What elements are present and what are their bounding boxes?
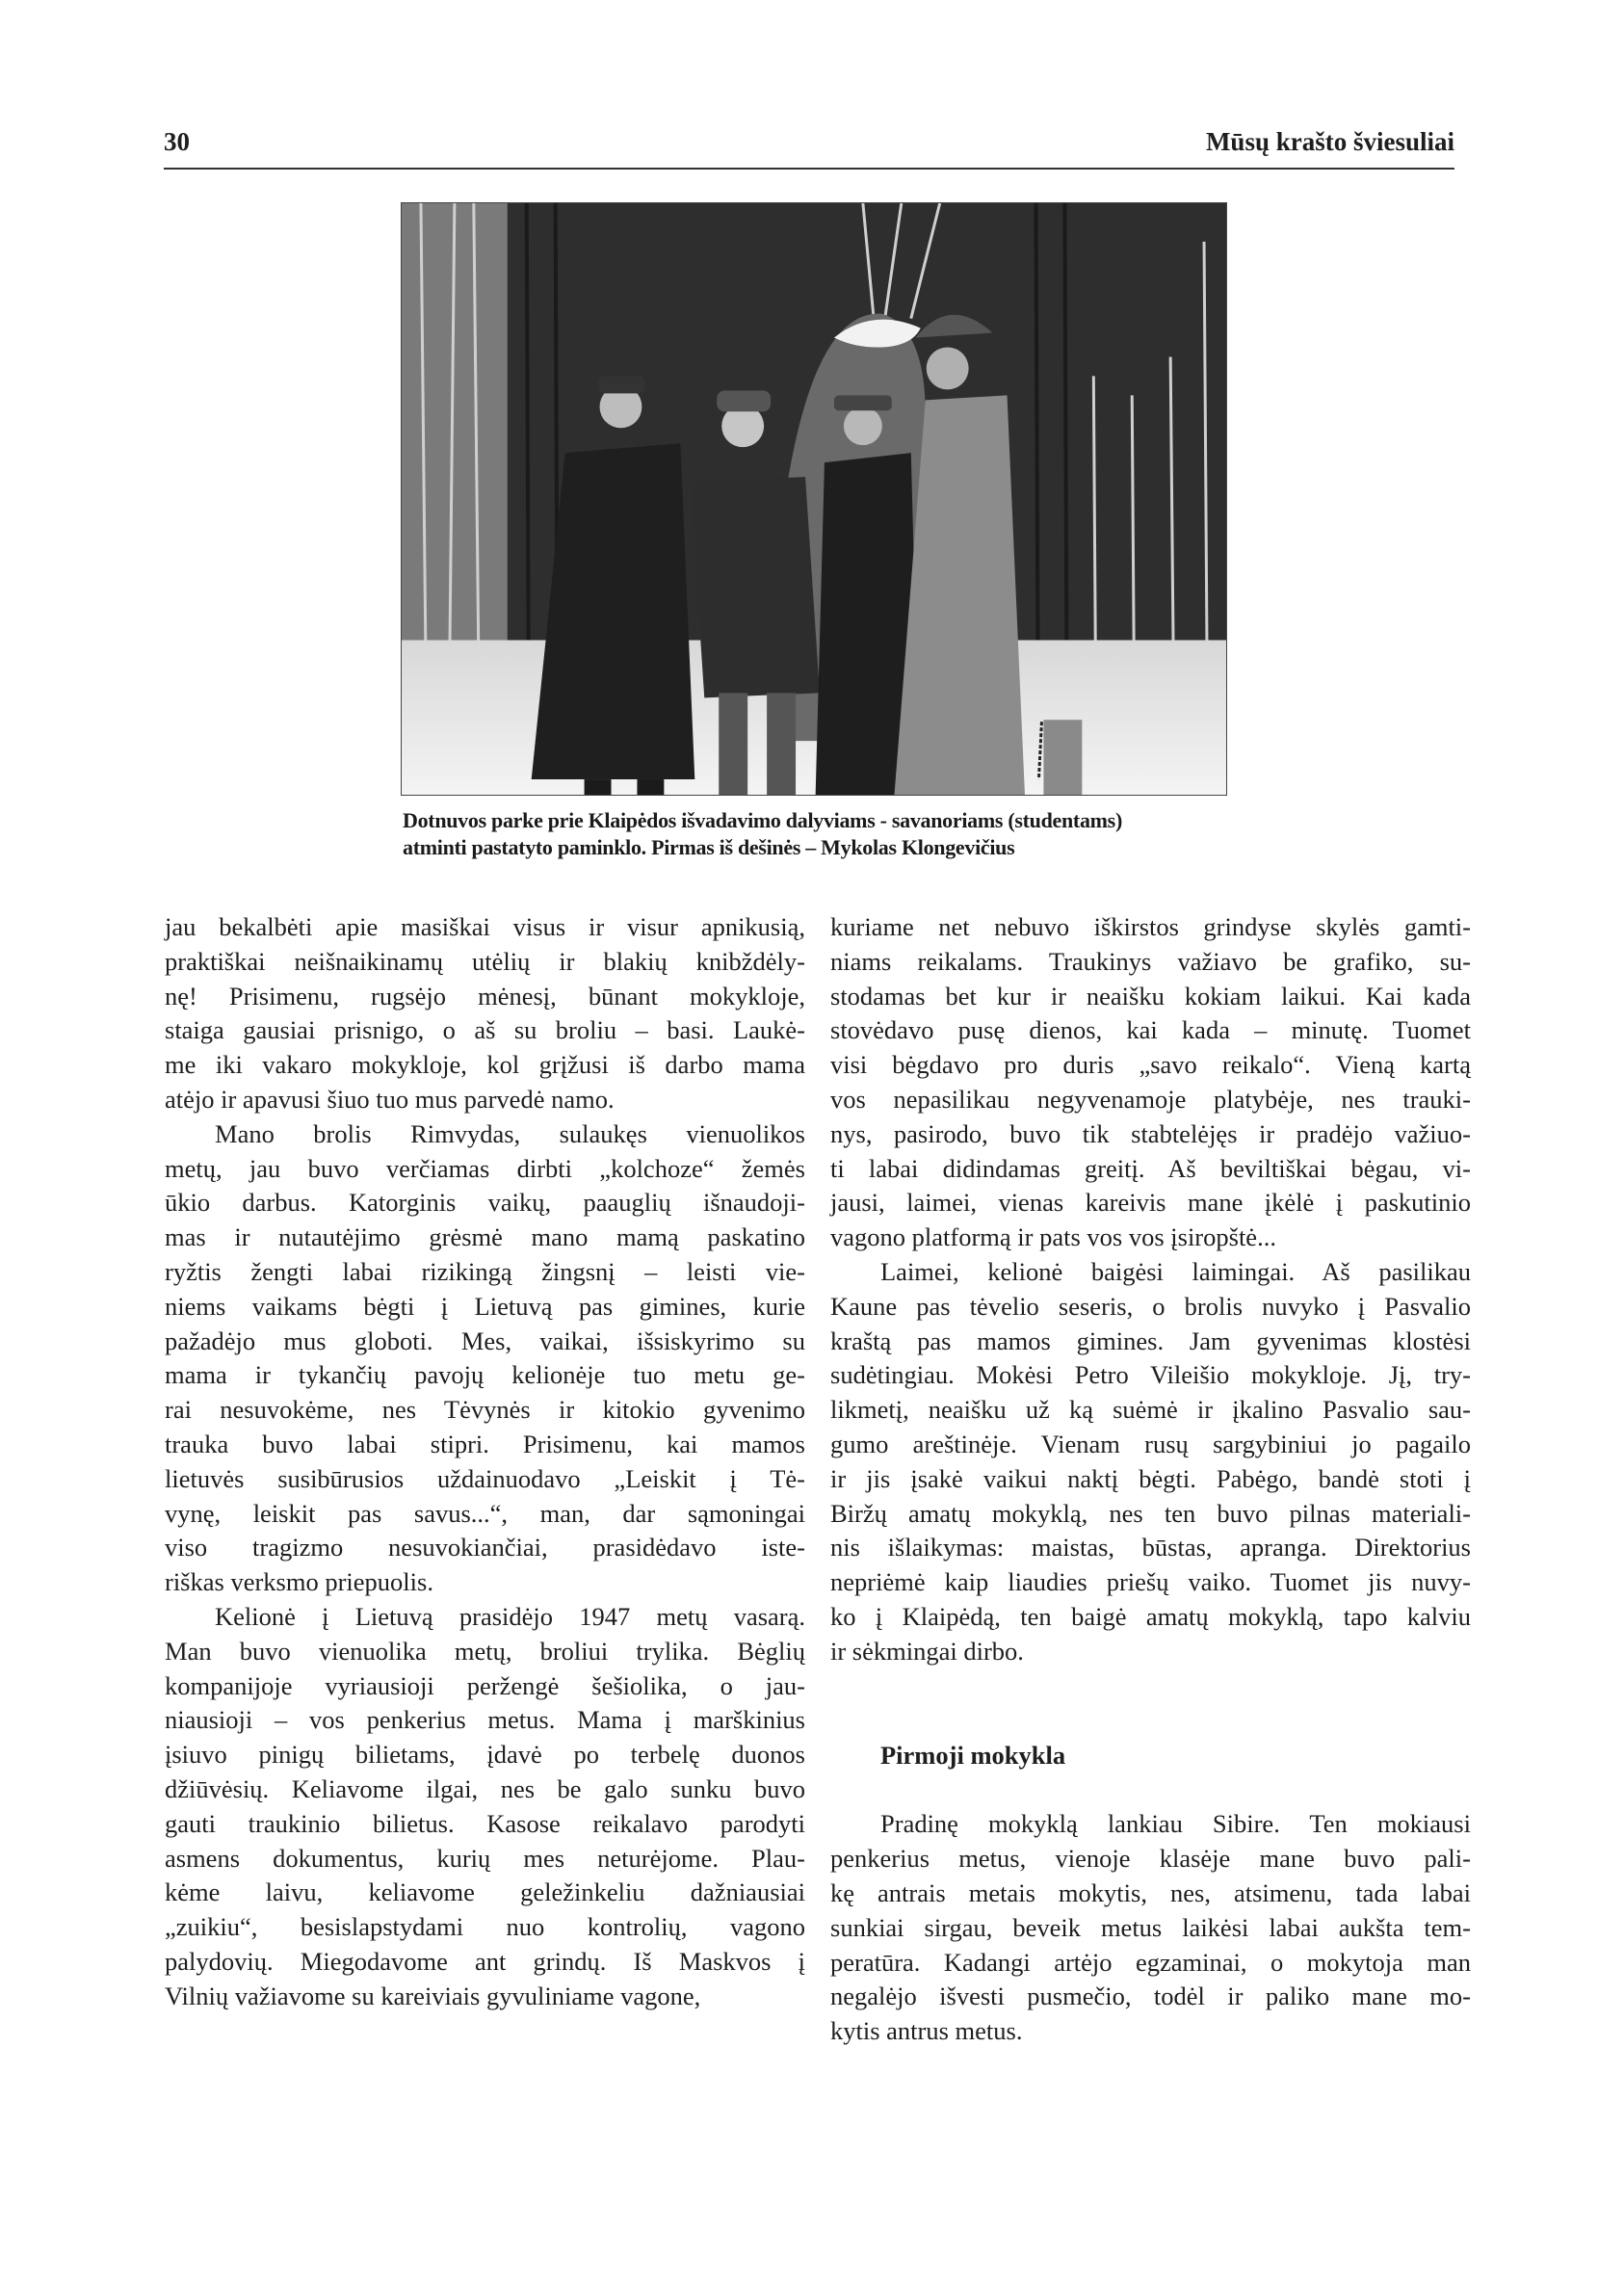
text-line: trauka buvo labai stipri. Prisimenu, kai mamos (165, 1429, 805, 1458)
text-line: Mano brolis Rimvydas, sulaukęs vienuolikos (215, 1118, 805, 1148)
text-line: kompanijoje vyriausioji peržengė šešiolika, o jau- (165, 1670, 805, 1700)
text-line: niams reikalams. Traukinys važiavo be grafiko, su- (830, 946, 1471, 976)
text-line: nę! Prisimenu, rugsėjo mėnesį, būnant mokykloje, (165, 981, 805, 1011)
text-line: ko į Klaipėdą, ten baigė amatų mokyklą, tapo kalviu (830, 1601, 1471, 1631)
text-line: gauti traukinio bilietus. Kasose reikalavo parodyti (165, 1808, 805, 1838)
text-line: Kaune pas tėvelio seseris, o brolis nuvyko į Pasvalio (830, 1291, 1471, 1321)
text-line: viso tragizmo nesuvokiančiai, prasidėdavo iste- (165, 1533, 805, 1562)
text-line: ūkio darbus. Katorginis vaikų, paauglių išnaudoji- (165, 1188, 805, 1218)
text-line: asmens dokumentus, kurių mes neturėjome. Plau- (165, 1843, 805, 1873)
text-line: pažadėjo mus globoti. Mes, vaikai, išsiskyrimo su (165, 1326, 805, 1355)
text-line: nys, pasirodo, buvo tik stabtelėjęs ir pradėjo važiuo- (830, 1118, 1471, 1148)
text-line: mama ir tykančių pavojų kelionėje tuo metu ge- (165, 1360, 805, 1390)
text-line: stodamas bet kur ir neaišku kokiam laikui. Kai kada (830, 981, 1471, 1011)
text-line: Biržų amatų mokyklą, nes ten buvo pilnas materiali- (830, 1498, 1471, 1528)
text-line: sudėtingiau. Mokėsi Petro Vileišio mokykloje. Jį, try- (830, 1360, 1471, 1390)
text-line: penkerius metus, vienoje klasėje mane buvo pali- (830, 1844, 1471, 1874)
text-line: Man buvo vienuolika metų, broliui trylika. Bėglių (165, 1636, 805, 1666)
spacer (830, 1772, 1471, 1807)
text-line: visi bėgdavo pro duris „savo reikalo“. Vieną kartą (830, 1050, 1471, 1080)
text-line: vos nepasilikau negyvenamoje platybėje, nes trauki- (830, 1084, 1471, 1114)
page-header (164, 127, 1454, 166)
text-line: Kelionė į Lietuvą prasidėjo 1947 metų vasarą. (215, 1601, 805, 1631)
text-line: nis išlaikymas: maistas, būstas, apranga. Direktorius (830, 1533, 1471, 1562)
text-line: jau bekalbėti apie masiškai visus ir visur apnikusią, (165, 912, 805, 941)
photo-caption (403, 807, 1231, 861)
text-line: kraštą pas mamos gimines. Jam gyvenimas klostėsi (830, 1326, 1471, 1355)
spacer (830, 1669, 1471, 1704)
text-line: me iki vakaro mokykloje, kol grįžusi iš darbo mama (165, 1050, 805, 1080)
text-line: Pradinę mokyklą lankiau Sibire. Ten mokiausi (880, 1809, 1471, 1839)
text-line: lietuvės susibūrusios uždainuodavo „Leiskit į Tė- (165, 1463, 805, 1493)
text-line: sunkiai sirgau, beveik metus laikėsi labai aukšta tem- (830, 1912, 1471, 1942)
caption-line: Dotnuvos parke prie Klaipėdos išvadavimo dalyviams - savanoriams (studentams) (403, 808, 1122, 832)
text-line: Vilnių važiavome su kareiviais gyvuliniame vagone, (165, 1981, 701, 2010)
text-line: mas ir nutautėjimo grėsmė mano mamą paskatino (165, 1222, 805, 1252)
text-line: įsiuvo pinigų bilietams, įdavė po terbelę duonos (165, 1740, 805, 1770)
section-heading: Pirmoji mokykla (880, 1740, 1066, 1770)
text-line: staiga gausiai prisnigo, o aš su broliu – basi. Laukė- (165, 1015, 805, 1045)
paragraph (830, 910, 1471, 1255)
text-line: riškas verksmo priepuolis. (165, 1567, 433, 1597)
text-line: ir jis įsakė vaikui naktį bėgti. Pabėgo, bandė stoti į (830, 1463, 1471, 1493)
text-line: peratūra. Kadangi artėjo egzaminai, o mokytoja man (830, 1947, 1471, 1977)
paragraph (165, 1117, 805, 1600)
text-line: kuriame net nebuvo iškirstos grindyse skylės gamti- (830, 912, 1471, 941)
text-line: palydovių. Miegodavome ant grindų. Iš Maskvos į (165, 1946, 805, 1976)
paragraph (830, 1255, 1471, 1669)
text-line: ryžtis žengti labai rizikingą žingsnį – leisti vie- (165, 1256, 805, 1286)
text-line: kytis antrus metus. (830, 2016, 1023, 2046)
historical-photo (401, 202, 1227, 796)
text-line: niems vaikams bėgti į Lietuvą pas gimines, kurie (165, 1291, 805, 1321)
running-title: Mūsų krašto šviesuliai (1205, 127, 1454, 156)
text-line: likmetį, neaišku už ką suėmė ir įkalino Pasvalio sau- (830, 1395, 1471, 1425)
text-line: rai nesuvokėme, nes Tėvynės ir kitokio gyvenimo (165, 1395, 805, 1425)
text-line: jausi, laimei, vienas kareivis mane įkėlė į paskutinio (830, 1188, 1471, 1218)
header-rule (164, 168, 1454, 170)
post-right (1043, 720, 1082, 795)
text-line: atėjo ir apavusi šiuo tuo mus parvedė namo. (165, 1084, 615, 1114)
text-line: ti labai didindamas greitį. Aš beviltiškai bėgau, vi- (830, 1153, 1471, 1183)
text-line: kėme laivu, keliavome geležinkeliu dažniausiai (165, 1877, 805, 1907)
page-number: 30 (164, 127, 190, 156)
paragraph (830, 1807, 1471, 2049)
text-line: Laimei, kelionė baigėsi laimingai. Aš pasilikau (880, 1256, 1471, 1286)
paragraph (165, 1600, 805, 2014)
text-line: „zuikiu“, besislapstydami nuo kontrolių, vagono (165, 1912, 805, 1942)
caption-line: atminti pastatyto paminklo. Pirmas iš dešinės – Mykolas Klongevičius (403, 835, 1015, 859)
text-line: nepriėmė kaip liaudies priešų vaiko. Tuomet jis nuvy- (830, 1567, 1471, 1597)
text-line: ir sėkmingai dirbo. (830, 1636, 1024, 1666)
text-line: niausioji – vos penkerius metus. Mama į marškinius (165, 1705, 805, 1735)
text-line: negalėjo išvesti pusmečio, todėl ir paliko mane mo- (830, 1982, 1471, 2011)
left-column (165, 910, 805, 2014)
photo-illustration (402, 203, 1226, 795)
text-line: džiūvėsių. Keliavome ilgai, nes be galo sunku buvo (165, 1773, 805, 1803)
text-line: praktiškai neišnaikinamų utėlių ir blakių knibždėly- (165, 946, 805, 976)
text-line: stovėdavo pusę dienos, kai kada – minutę. Tuomet (830, 1015, 1471, 1045)
paragraph (165, 910, 805, 1117)
text-line: gumo areštinėje. Vienam rusų sargybiniui jo pagailo (830, 1429, 1471, 1458)
text-line: kę antrais metais mokytis, nes, atsimenu, tada labai (830, 1877, 1471, 1907)
text-line: vagono platformą ir pats vos vos įsiropštė... (830, 1222, 1276, 1252)
right-column (830, 910, 1471, 2049)
text-line: metų, jau buvo verčiamas dirbti „kolchoze“ žemės (165, 1153, 805, 1183)
text-line: vynę, leiskit pas savus...“, man, dar sąmoningai (165, 1498, 805, 1528)
